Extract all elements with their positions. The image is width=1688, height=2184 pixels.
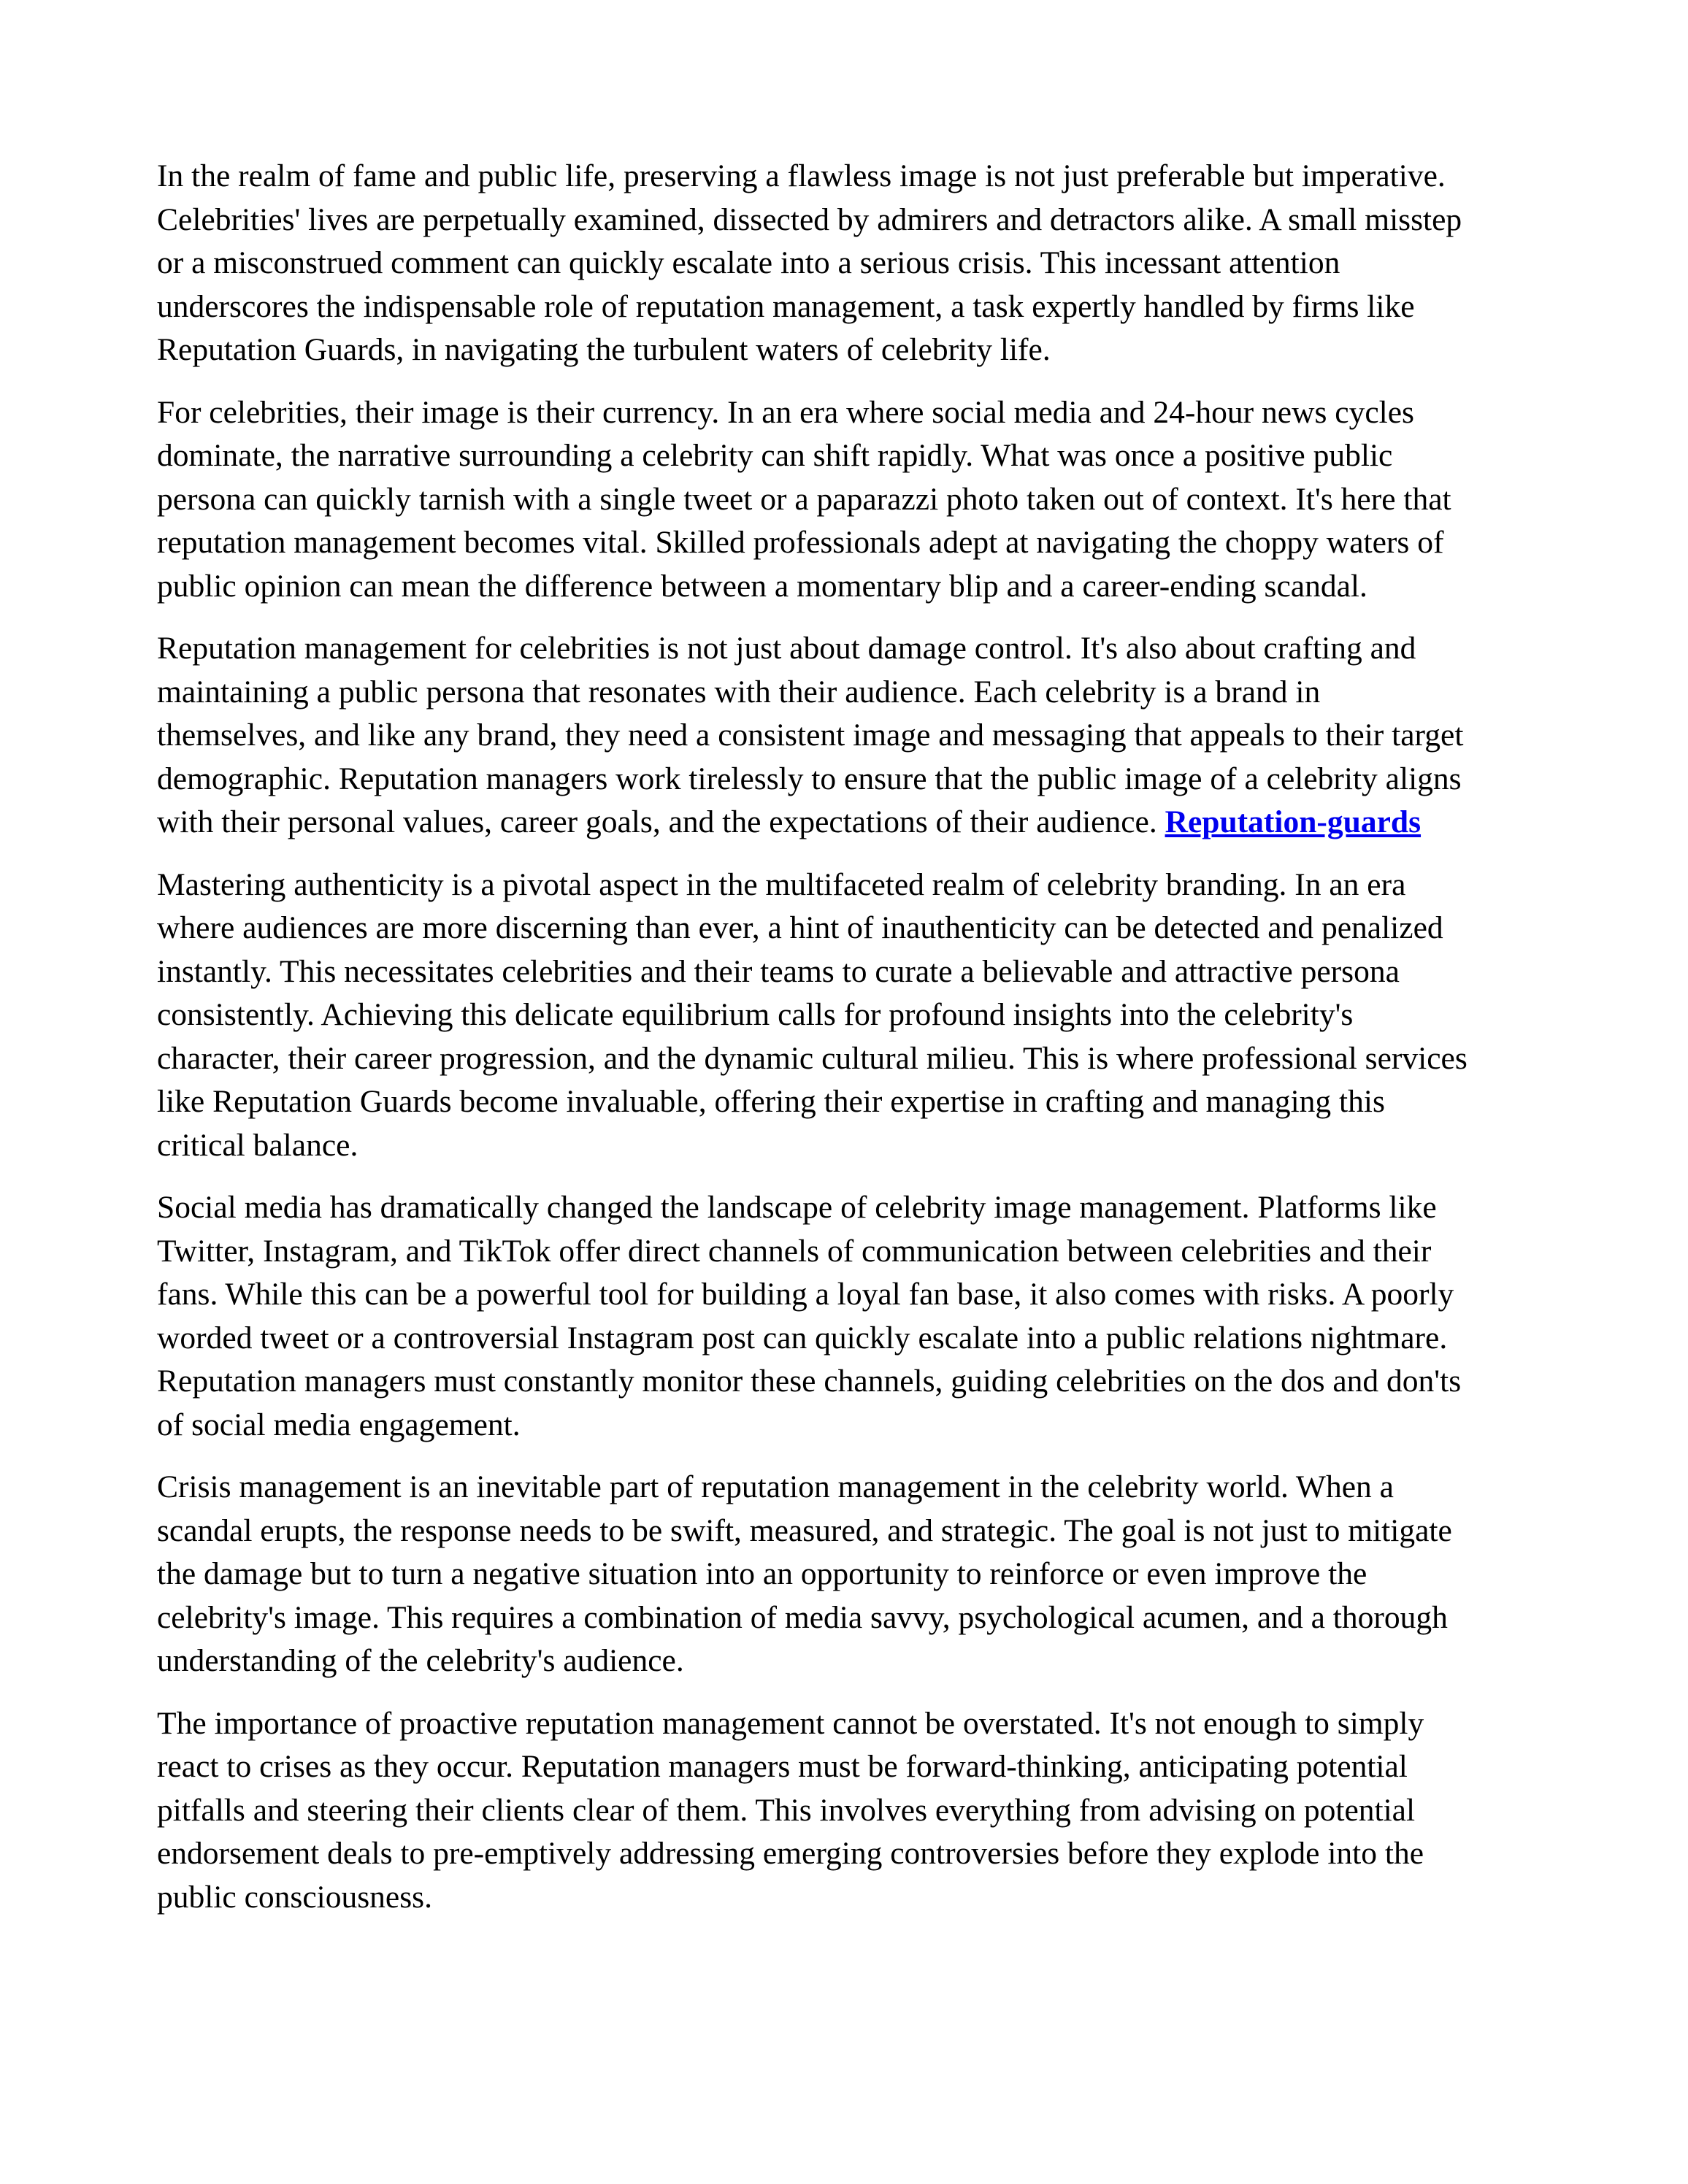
text-line: of social media engagement. [157,1407,521,1442]
paragraph-social-media [157,1186,1544,1447]
text-line: The importance of proactive reputation management cannot be overstated. It's not enough to simply [157,1705,1424,1741]
text-line: dominate, the narrative surrounding a celebrity can shift rapidly. What was once a positive public [157,438,1393,473]
text-line: endorsement deals to pre-emptively addressing emerging controversies before they explode into the [157,1836,1424,1871]
text-line: critical balance. [157,1127,358,1163]
text-line: demographic. Reputation managers work tirelessly to ensure that the public image of a celebrity aligns [157,761,1462,796]
text-line: where audiences are more discerning than ever, a hint of inauthenticity can be detected and penalized [157,910,1443,945]
text-line: Social media has dramatically changed the landscape of celebrity image management. Platforms like [157,1190,1437,1225]
text-line: public opinion can mean the difference between a momentary blip and a career-ending scandal. [157,568,1367,604]
text-line: or a misconstrued comment can quickly escalate into a serious crisis. This incessant attention [157,245,1340,280]
text-line: understanding of the celebrity's audience. [157,1643,684,1678]
text-line: character, their career progression, and the dynamic cultural milieu. This is where professional services [157,1040,1468,1076]
text-line: scandal erupts, the response needs to be swift, measured, and strategic. The goal is not just to mitigate [157,1512,1452,1548]
reputation-guards-link[interactable]: Reputation-guards [1165,804,1422,839]
text-line: fans. While this can be a powerful tool for building a loyal fan base, it also comes with risks. A poorly [157,1277,1454,1312]
text-line: worded tweet or a controversial Instagram post can quickly escalate into a public relations nightmare. [157,1320,1448,1356]
paragraph-brand-persona [157,627,1544,845]
text-line: In the realm of fame and public life, preserving a flawless image is not just preferable but imperative. [157,158,1446,193]
text-line: Reputation managers must constantly monitor these channels, guiding celebrities on the dos and don'ts [157,1364,1462,1399]
paragraph-authenticity [157,864,1544,1168]
text-line: Reputation management for celebrities is not just about damage control. It's also about crafting and [157,631,1416,666]
document-body [157,155,1544,1938]
text-line: public consciousness. [157,1879,432,1915]
text-line: consistently. Achieving this delicate equilibrium calls for profound insights into the celebrity's [157,997,1354,1032]
text-line: persona can quickly tarnish with a single tweet or a paparazzi photo taken out of context. It's here that [157,481,1451,517]
text-line: reputation management becomes vital. Skilled professionals adept at navigating the choppy waters of [157,525,1444,560]
text-line: with their personal values, career goals, and the expectations of their audience. [157,804,1165,839]
text-line: Crisis management is an inevitable part of reputation management in the celebrity world. When a [157,1469,1394,1504]
text-line: For celebrities, their image is their currency. In an era where social media and 24-hour news cycles [157,394,1414,430]
text-line: like Reputation Guards become invaluable, offering their expertise in crafting and managing this [157,1084,1385,1119]
paragraph-image-currency [157,391,1544,609]
text-line: celebrity's image. This requires a combination of media savvy, psychological acumen, and a thorough [157,1599,1448,1635]
text-line-with-link [157,801,1544,845]
text-line: react to crises as they occur. Reputation managers must be forward-thinking, anticipating potential [157,1749,1408,1784]
paragraph-proactive-management [157,1702,1544,1920]
text-line: Celebrities' lives are perpetually examined, dissected by admirers and detractors alike. A small misstep [157,201,1462,237]
text-line: the damage but to turn a negative situation into an opportunity to reinforce or even improve the [157,1556,1367,1591]
text-line: Twitter, Instagram, and TikTok offer direct channels of communication between celebrities and their [157,1233,1432,1269]
text-line: Reputation Guards, in navigating the turbulent waters of celebrity life. [157,332,1051,367]
text-line: Mastering authenticity is a pivotal aspect in the multifaceted realm of celebrity branding. In an era [157,866,1406,902]
paragraph-intro [157,155,1544,372]
text-line: themselves, and like any brand, they need a consistent image and messaging that appeals to their target [157,718,1464,753]
text-line: instantly. This necessitates celebrities and their teams to curate a believable and attractive persona [157,953,1400,989]
text-line: maintaining a public persona that resonates with their audience. Each celebrity is a brand in [157,674,1321,710]
text-line: underscores the indispensable role of reputation management, a task expertly handled by firms like [157,288,1415,324]
text-line: pitfalls and steering their clients clear of them. This involves everything from advising on potential [157,1792,1416,1828]
paragraph-crisis-management [157,1466,1544,1683]
